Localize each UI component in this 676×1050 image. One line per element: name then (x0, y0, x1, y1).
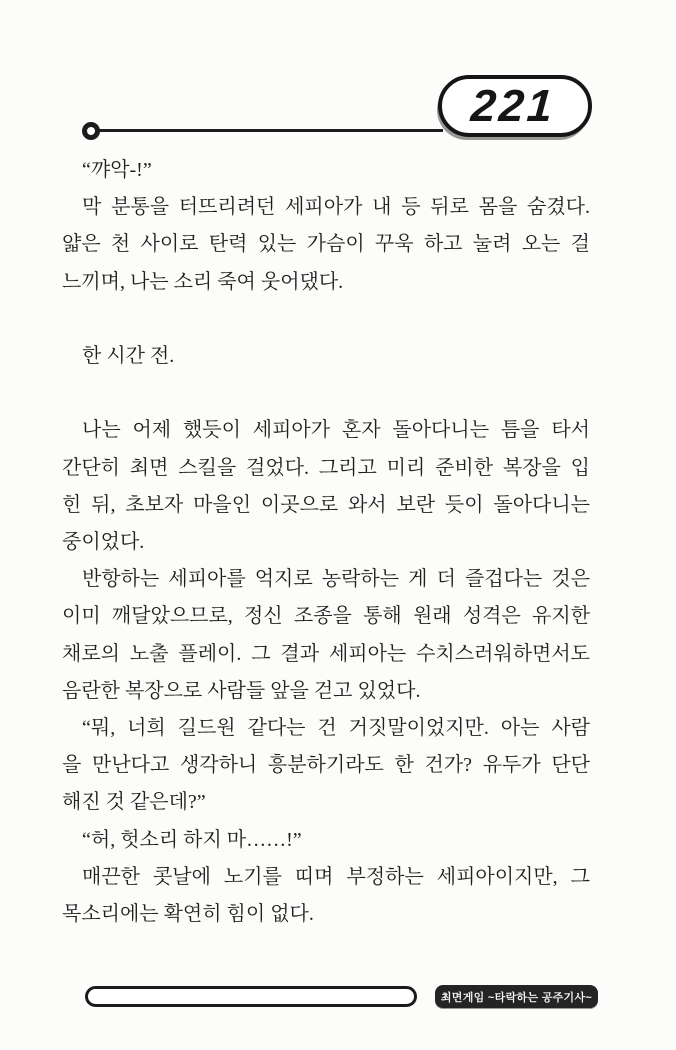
text-line: 간단히 최면 스킬을 걸었다. 그리고 미리 준비한 복장을 입 (62, 456, 590, 479)
page-body (62, 152, 590, 933)
text-line: 중이었다. (62, 531, 145, 553)
text-line: “허, 헛소리 하지 마……!” (82, 828, 302, 851)
book-title-badge (435, 985, 598, 1008)
page-number-badge (438, 75, 592, 137)
text-line: 이미 깨달았으므로, 정신 조종을 통해 원래 성격은 유지한 (62, 605, 590, 628)
page-number: 221 (469, 80, 557, 131)
text-line: 한 시간 전. (82, 345, 175, 367)
text-line (62, 301, 590, 338)
text-line: 을 만난다고 생각하니 흥분하기라도 한 건가? 유두가 단단 (62, 754, 590, 777)
text-line: 힌 뒤, 초보자 마을인 이곳으로 와서 보란 듯이 돌아다니는 (62, 493, 590, 516)
book-title: 최면게임 ~타락하는 공주기사~ (440, 991, 593, 1004)
text-line: 나는 어제 했듯이 세피아가 혼자 돌아다니는 틈을 타서 (82, 419, 590, 442)
header-rule (98, 129, 443, 132)
text-line: 해진 것 같은데?” (62, 791, 206, 814)
text-line: 채로의 노출 플레이. 그 결과 세피아는 수치스러워하면서도 (62, 642, 590, 665)
text-line: “뭐, 너희 길드원 같다는 건 거짓말이었지만. 아는 사람 (82, 717, 590, 740)
footer-blank-pill (85, 986, 417, 1007)
text-line: 반항하는 세피아를 억지로 농락하는 게 더 즐겁다는 것은 (82, 568, 590, 591)
text-line: 느끼며, 나는 소리 죽여 웃어댔다. (62, 270, 344, 293)
text-line: “꺄악-!” (82, 159, 152, 181)
text-line: 얇은 천 사이로 탄력 있는 가슴이 꾸욱 하고 눌려 오는 걸 (62, 233, 590, 256)
text-line: 막 분통을 터뜨리려던 세피아가 내 등 뒤로 몸을 숨겼다. (82, 196, 590, 219)
text-line: 매끈한 콧날에 노기를 띠며 부정하는 세피아이지만, 그 (82, 865, 590, 888)
text-line: 목소리에는 확연히 힘이 없다. (62, 903, 314, 926)
text-line (62, 375, 590, 412)
text-line: 음란한 복장으로 사람들 앞을 걷고 있었다. (62, 679, 421, 702)
